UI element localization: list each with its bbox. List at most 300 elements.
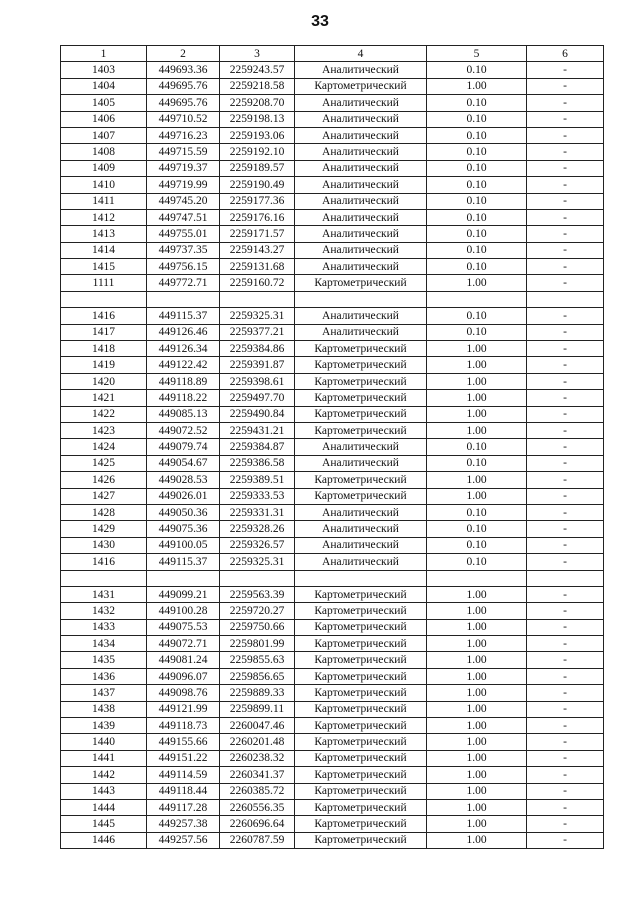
y-coordinate-cell: 2259497.70 xyxy=(220,390,295,406)
point-number-cell: 1422 xyxy=(61,406,147,422)
table-row xyxy=(61,570,604,586)
column-header-1: 1 xyxy=(61,46,147,62)
method-cell: Картометрический xyxy=(295,799,427,815)
method-cell: Аналитический xyxy=(295,111,427,127)
note-cell: - xyxy=(527,160,604,176)
point-number-cell: 1428 xyxy=(61,504,147,520)
coordinates-table xyxy=(60,45,604,849)
point-number-cell: 1430 xyxy=(61,537,147,553)
note-cell: - xyxy=(527,144,604,160)
x-coordinate-cell: 449079.74 xyxy=(147,439,220,455)
accuracy-cell: 1.00 xyxy=(427,832,527,848)
method-cell: Картометрический xyxy=(295,586,427,602)
x-coordinate-cell: 449747.51 xyxy=(147,209,220,225)
point-number-cell: 1408 xyxy=(61,144,147,160)
accuracy-cell: 1.00 xyxy=(427,619,527,635)
y-coordinate-cell: 2259384.86 xyxy=(220,341,295,357)
y-coordinate-cell: 2259384.87 xyxy=(220,439,295,455)
method-cell: Картометрический xyxy=(295,488,427,504)
point-number-cell: 1446 xyxy=(61,832,147,848)
table-row xyxy=(61,537,604,553)
table-row xyxy=(61,718,604,734)
method-cell xyxy=(295,291,427,307)
accuracy-cell: 0.10 xyxy=(427,160,527,176)
y-coordinate-cell xyxy=(220,291,295,307)
note-cell: - xyxy=(527,390,604,406)
method-cell: Картометрический xyxy=(295,603,427,619)
y-coordinate-cell: 2260201.48 xyxy=(220,734,295,750)
note-cell: - xyxy=(527,95,604,111)
method-cell: Аналитический xyxy=(295,160,427,176)
y-coordinate-cell: 2259208.70 xyxy=(220,95,295,111)
note-cell: - xyxy=(527,259,604,275)
accuracy-cell: 1.00 xyxy=(427,275,527,291)
y-coordinate-cell: 2259333.53 xyxy=(220,488,295,504)
x-coordinate-cell xyxy=(147,570,220,586)
table-row xyxy=(61,373,604,389)
table-row xyxy=(61,390,604,406)
x-coordinate-cell xyxy=(147,291,220,307)
table-row xyxy=(61,816,604,832)
accuracy-cell xyxy=(427,570,527,586)
table-row xyxy=(61,668,604,684)
note-cell: - xyxy=(527,455,604,471)
table-row xyxy=(61,603,604,619)
y-coordinate-cell: 2259325.31 xyxy=(220,554,295,570)
point-number-cell: 1424 xyxy=(61,439,147,455)
point-number-cell: 1412 xyxy=(61,209,147,225)
y-coordinate-cell: 2259389.51 xyxy=(220,472,295,488)
x-coordinate-cell: 449745.20 xyxy=(147,193,220,209)
accuracy-cell: 1.00 xyxy=(427,734,527,750)
note-cell: - xyxy=(527,603,604,619)
point-number-cell: 1429 xyxy=(61,521,147,537)
y-coordinate-cell: 2259325.31 xyxy=(220,308,295,324)
table-row xyxy=(61,291,604,307)
accuracy-cell: 1.00 xyxy=(427,373,527,389)
y-coordinate-cell: 2259563.39 xyxy=(220,586,295,602)
column-header-5: 5 xyxy=(427,46,527,62)
note-cell: - xyxy=(527,554,604,570)
accuracy-cell: 1.00 xyxy=(427,767,527,783)
accuracy-cell: 1.00 xyxy=(427,406,527,422)
method-cell: Картометрический xyxy=(295,636,427,652)
x-coordinate-cell: 449100.05 xyxy=(147,537,220,553)
accuracy-cell: 1.00 xyxy=(427,799,527,815)
method-cell: Картометрический xyxy=(295,357,427,373)
note-cell: - xyxy=(527,504,604,520)
y-coordinate-cell: 2259326.57 xyxy=(220,537,295,553)
table-row xyxy=(61,685,604,701)
table-row xyxy=(61,422,604,438)
y-coordinate-cell: 2259398.61 xyxy=(220,373,295,389)
accuracy-cell: 1.00 xyxy=(427,357,527,373)
method-cell: Аналитический xyxy=(295,439,427,455)
x-coordinate-cell: 449118.22 xyxy=(147,390,220,406)
x-coordinate-cell: 449081.24 xyxy=(147,652,220,668)
table-header xyxy=(61,46,604,62)
method-cell: Аналитический xyxy=(295,62,427,78)
method-cell: Аналитический xyxy=(295,242,427,258)
note-cell: - xyxy=(527,767,604,783)
point-number-cell: 1441 xyxy=(61,750,147,766)
y-coordinate-cell: 2259855.63 xyxy=(220,652,295,668)
y-coordinate-cell: 2259386.58 xyxy=(220,455,295,471)
note-cell: - xyxy=(527,78,604,94)
table-row xyxy=(61,521,604,537)
method-cell: Аналитический xyxy=(295,144,427,160)
accuracy-cell: 0.10 xyxy=(427,439,527,455)
table-row xyxy=(61,177,604,193)
method-cell: Аналитический xyxy=(295,127,427,143)
note-cell: - xyxy=(527,586,604,602)
x-coordinate-cell: 449155.66 xyxy=(147,734,220,750)
accuracy-cell: 0.10 xyxy=(427,144,527,160)
y-coordinate-cell: 2259193.06 xyxy=(220,127,295,143)
x-coordinate-cell: 449122.42 xyxy=(147,357,220,373)
table-row xyxy=(61,111,604,127)
point-number-cell: 1425 xyxy=(61,455,147,471)
method-cell: Аналитический xyxy=(295,308,427,324)
table-row xyxy=(61,308,604,324)
point-number-cell: 1433 xyxy=(61,619,147,635)
point-number-cell: 1111 xyxy=(61,275,147,291)
column-header-3: 3 xyxy=(220,46,295,62)
y-coordinate-cell: 2259131.68 xyxy=(220,259,295,275)
note-cell: - xyxy=(527,718,604,734)
y-coordinate-cell: 2259171.57 xyxy=(220,226,295,242)
y-coordinate-cell: 2260696.64 xyxy=(220,816,295,832)
accuracy-cell: 0.10 xyxy=(427,308,527,324)
point-number-cell: 1405 xyxy=(61,95,147,111)
accuracy-cell: 1.00 xyxy=(427,472,527,488)
note-cell: - xyxy=(527,62,604,78)
note-cell xyxy=(527,291,604,307)
accuracy-cell: 1.00 xyxy=(427,603,527,619)
point-number-cell: 1403 xyxy=(61,62,147,78)
x-coordinate-cell: 449075.53 xyxy=(147,619,220,635)
point-number-cell: 1435 xyxy=(61,652,147,668)
y-coordinate-cell: 2259218.58 xyxy=(220,78,295,94)
point-number-cell: 1438 xyxy=(61,701,147,717)
accuracy-cell: 1.00 xyxy=(427,701,527,717)
accuracy-cell: 1.00 xyxy=(427,422,527,438)
accuracy-cell: 0.10 xyxy=(427,455,527,471)
table-row xyxy=(61,504,604,520)
method-cell: Аналитический xyxy=(295,193,427,209)
note-cell: - xyxy=(527,193,604,209)
note-cell: - xyxy=(527,373,604,389)
method-cell: Картометрический xyxy=(295,701,427,717)
x-coordinate-cell: 449118.44 xyxy=(147,783,220,799)
table-row xyxy=(61,832,604,848)
point-number-cell xyxy=(61,291,147,307)
method-cell: Картометрический xyxy=(295,652,427,668)
x-coordinate-cell: 449054.67 xyxy=(147,455,220,471)
accuracy-cell: 1.00 xyxy=(427,652,527,668)
note-cell: - xyxy=(527,668,604,684)
y-coordinate-cell: 2259198.13 xyxy=(220,111,295,127)
y-coordinate-cell: 2259192.10 xyxy=(220,144,295,160)
method-cell: Аналитический xyxy=(295,226,427,242)
x-coordinate-cell: 449100.28 xyxy=(147,603,220,619)
method-cell: Картометрический xyxy=(295,341,427,357)
x-coordinate-cell: 449118.73 xyxy=(147,718,220,734)
accuracy-cell xyxy=(427,291,527,307)
y-coordinate-cell: 2259328.26 xyxy=(220,521,295,537)
table-row xyxy=(61,226,604,242)
table-row xyxy=(61,259,604,275)
point-number-cell: 1421 xyxy=(61,390,147,406)
accuracy-cell: 0.10 xyxy=(427,95,527,111)
accuracy-cell: 0.10 xyxy=(427,504,527,520)
method-cell: Картометрический xyxy=(295,734,427,750)
method-cell: Картометрический xyxy=(295,816,427,832)
method-cell: Аналитический xyxy=(295,209,427,225)
note-cell: - xyxy=(527,750,604,766)
y-coordinate-cell: 2259331.31 xyxy=(220,504,295,520)
accuracy-cell: 0.10 xyxy=(427,521,527,537)
accuracy-cell: 0.10 xyxy=(427,177,527,193)
accuracy-cell: 1.00 xyxy=(427,390,527,406)
table-row xyxy=(61,439,604,455)
point-number-cell: 1426 xyxy=(61,472,147,488)
note-cell: - xyxy=(527,177,604,193)
table-row xyxy=(61,619,604,635)
accuracy-cell: 1.00 xyxy=(427,636,527,652)
point-number-cell: 1404 xyxy=(61,78,147,94)
y-coordinate-cell: 2259243.57 xyxy=(220,62,295,78)
x-coordinate-cell: 449085.13 xyxy=(147,406,220,422)
x-coordinate-cell: 449115.37 xyxy=(147,554,220,570)
point-number-cell: 1427 xyxy=(61,488,147,504)
method-cell: Картометрический xyxy=(295,832,427,848)
y-coordinate-cell: 2259160.72 xyxy=(220,275,295,291)
point-number-cell: 1423 xyxy=(61,422,147,438)
accuracy-cell: 0.10 xyxy=(427,62,527,78)
point-number-cell: 1434 xyxy=(61,636,147,652)
x-coordinate-cell: 449126.34 xyxy=(147,341,220,357)
x-coordinate-cell: 449715.59 xyxy=(147,144,220,160)
table-row xyxy=(61,750,604,766)
method-cell: Аналитический xyxy=(295,521,427,537)
method-cell: Картометрический xyxy=(295,373,427,389)
accuracy-cell: 0.10 xyxy=(427,554,527,570)
point-number-cell: 1439 xyxy=(61,718,147,734)
point-number-cell: 1414 xyxy=(61,242,147,258)
x-coordinate-cell: 449096.07 xyxy=(147,668,220,684)
y-coordinate-cell: 2260385.72 xyxy=(220,783,295,799)
x-coordinate-cell: 449719.99 xyxy=(147,177,220,193)
note-cell: - xyxy=(527,275,604,291)
note-cell: - xyxy=(527,406,604,422)
method-cell: Картометрический xyxy=(295,472,427,488)
page-number: 33 xyxy=(311,13,329,30)
note-cell: - xyxy=(527,783,604,799)
note-cell: - xyxy=(527,127,604,143)
point-number-cell: 1432 xyxy=(61,603,147,619)
accuracy-cell: 1.00 xyxy=(427,341,527,357)
note-cell: - xyxy=(527,308,604,324)
x-coordinate-cell: 449716.23 xyxy=(147,127,220,143)
point-number-cell: 1407 xyxy=(61,127,147,143)
note-cell: - xyxy=(527,242,604,258)
table-row xyxy=(61,341,604,357)
x-coordinate-cell: 449695.76 xyxy=(147,78,220,94)
note-cell: - xyxy=(527,324,604,340)
method-cell: Аналитический xyxy=(295,177,427,193)
x-coordinate-cell: 449126.46 xyxy=(147,324,220,340)
note-cell: - xyxy=(527,422,604,438)
point-number-cell: 1440 xyxy=(61,734,147,750)
table-row xyxy=(61,472,604,488)
x-coordinate-cell: 449121.99 xyxy=(147,701,220,717)
x-coordinate-cell: 449257.56 xyxy=(147,832,220,848)
method-cell: Картометрический xyxy=(295,685,427,701)
table-row xyxy=(61,209,604,225)
x-coordinate-cell: 449710.52 xyxy=(147,111,220,127)
method-cell: Картометрический xyxy=(295,390,427,406)
column-header-6: 6 xyxy=(527,46,604,62)
x-coordinate-cell: 449117.28 xyxy=(147,799,220,815)
table-row xyxy=(61,62,604,78)
table-body xyxy=(61,62,604,849)
point-number-cell: 1437 xyxy=(61,685,147,701)
column-header-4: 4 xyxy=(295,46,427,62)
accuracy-cell: 1.00 xyxy=(427,488,527,504)
y-coordinate-cell: 2259391.87 xyxy=(220,357,295,373)
note-cell: - xyxy=(527,472,604,488)
x-coordinate-cell: 449772.71 xyxy=(147,275,220,291)
y-coordinate-cell: 2259889.33 xyxy=(220,685,295,701)
table-row xyxy=(61,324,604,340)
table-row xyxy=(61,636,604,652)
point-number-cell: 1436 xyxy=(61,668,147,684)
x-coordinate-cell: 449719.37 xyxy=(147,160,220,176)
method-cell: Аналитический xyxy=(295,554,427,570)
table-row xyxy=(61,455,604,471)
accuracy-cell: 1.00 xyxy=(427,78,527,94)
accuracy-cell: 0.10 xyxy=(427,226,527,242)
point-number-cell: 1410 xyxy=(61,177,147,193)
table-row xyxy=(61,554,604,570)
y-coordinate-cell: 2260047.46 xyxy=(220,718,295,734)
x-coordinate-cell: 449098.76 xyxy=(147,685,220,701)
accuracy-cell: 0.10 xyxy=(427,193,527,209)
x-coordinate-cell: 449755.01 xyxy=(147,226,220,242)
accuracy-cell: 0.10 xyxy=(427,242,527,258)
table-row xyxy=(61,586,604,602)
point-number-cell: 1431 xyxy=(61,586,147,602)
y-coordinate-cell: 2260341.37 xyxy=(220,767,295,783)
y-coordinate-cell: 2259490.84 xyxy=(220,406,295,422)
x-coordinate-cell: 449075.36 xyxy=(147,521,220,537)
table-row xyxy=(61,144,604,160)
point-number-cell xyxy=(61,570,147,586)
point-number-cell: 1417 xyxy=(61,324,147,340)
note-cell: - xyxy=(527,226,604,242)
method-cell xyxy=(295,570,427,586)
method-cell: Картометрический xyxy=(295,406,427,422)
x-coordinate-cell: 449257.38 xyxy=(147,816,220,832)
table-row xyxy=(61,78,604,94)
y-coordinate-cell xyxy=(220,570,295,586)
y-coordinate-cell: 2259143.27 xyxy=(220,242,295,258)
point-number-cell: 1413 xyxy=(61,226,147,242)
x-coordinate-cell: 449737.35 xyxy=(147,242,220,258)
point-number-cell: 1419 xyxy=(61,357,147,373)
y-coordinate-cell: 2260238.32 xyxy=(220,750,295,766)
accuracy-cell: 1.00 xyxy=(427,816,527,832)
table-row xyxy=(61,406,604,422)
table-row xyxy=(61,734,604,750)
point-number-cell: 1418 xyxy=(61,341,147,357)
note-cell: - xyxy=(527,652,604,668)
point-number-cell: 1442 xyxy=(61,767,147,783)
method-cell: Аналитический xyxy=(295,95,427,111)
method-cell: Аналитический xyxy=(295,324,427,340)
accuracy-cell: 1.00 xyxy=(427,668,527,684)
x-coordinate-cell: 449151.22 xyxy=(147,750,220,766)
method-cell: Картометрический xyxy=(295,619,427,635)
table-row xyxy=(61,357,604,373)
x-coordinate-cell: 449695.76 xyxy=(147,95,220,111)
point-number-cell: 1416 xyxy=(61,308,147,324)
y-coordinate-cell: 2259750.66 xyxy=(220,619,295,635)
note-cell: - xyxy=(527,619,604,635)
point-number-cell: 1415 xyxy=(61,259,147,275)
table-row xyxy=(61,701,604,717)
table-row xyxy=(61,95,604,111)
table-row xyxy=(61,242,604,258)
accuracy-cell: 0.10 xyxy=(427,111,527,127)
y-coordinate-cell: 2259377.21 xyxy=(220,324,295,340)
table-row xyxy=(61,127,604,143)
accuracy-cell: 0.10 xyxy=(427,209,527,225)
note-cell: - xyxy=(527,521,604,537)
y-coordinate-cell: 2259189.57 xyxy=(220,160,295,176)
method-cell: Аналитический xyxy=(295,455,427,471)
x-coordinate-cell: 449114.59 xyxy=(147,767,220,783)
x-coordinate-cell: 449072.52 xyxy=(147,422,220,438)
method-cell: Аналитический xyxy=(295,537,427,553)
y-coordinate-cell: 2259431.21 xyxy=(220,422,295,438)
y-coordinate-cell: 2260787.59 xyxy=(220,832,295,848)
x-coordinate-cell: 449026.01 xyxy=(147,488,220,504)
x-coordinate-cell: 449118.89 xyxy=(147,373,220,389)
method-cell: Картометрический xyxy=(295,422,427,438)
column-header-2: 2 xyxy=(147,46,220,62)
y-coordinate-cell: 2259801.99 xyxy=(220,636,295,652)
method-cell: Картометрический xyxy=(295,750,427,766)
y-coordinate-cell: 2259176.16 xyxy=(220,209,295,225)
table-row xyxy=(61,799,604,815)
point-number-cell: 1409 xyxy=(61,160,147,176)
accuracy-cell: 0.10 xyxy=(427,324,527,340)
note-cell: - xyxy=(527,799,604,815)
method-cell: Картометрический xyxy=(295,767,427,783)
x-coordinate-cell: 449099.21 xyxy=(147,586,220,602)
note-cell: - xyxy=(527,111,604,127)
note-cell: - xyxy=(527,341,604,357)
accuracy-cell: 0.10 xyxy=(427,537,527,553)
accuracy-cell: 1.00 xyxy=(427,685,527,701)
note-cell: - xyxy=(527,832,604,848)
note-cell: - xyxy=(527,488,604,504)
header-row xyxy=(61,46,604,62)
accuracy-cell: 0.10 xyxy=(427,127,527,143)
point-number-cell: 1416 xyxy=(61,554,147,570)
